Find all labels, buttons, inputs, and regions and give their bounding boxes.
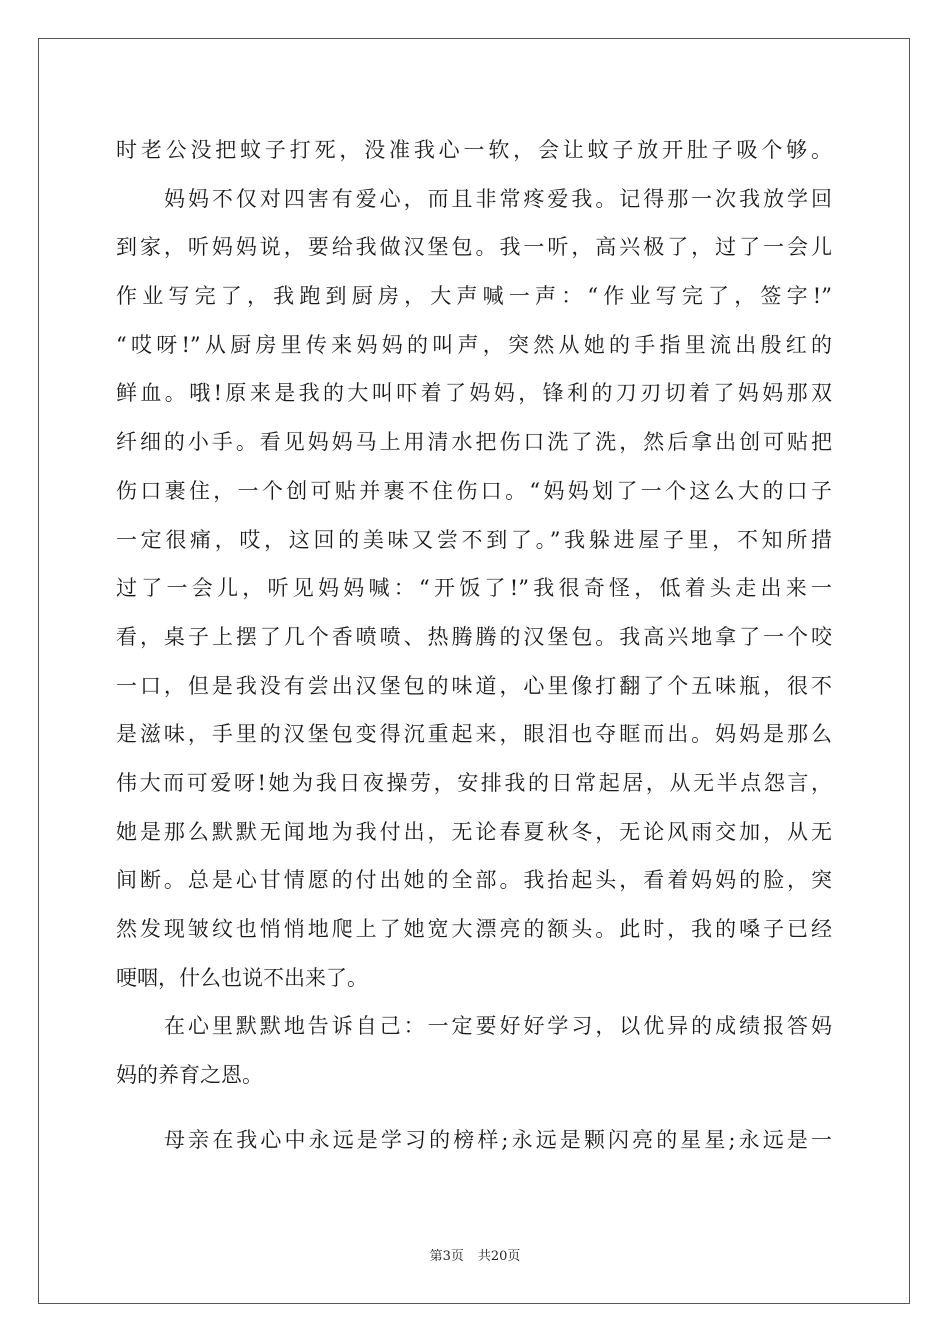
text-line: 间断。总是心甘情愿的付出她的全部。我抬起头，看着妈妈的脸，突 bbox=[116, 868, 832, 893]
text-line: 她是那么默默无闻地为我付出，无论春夏秋冬，无论风雨交加，从无 bbox=[116, 819, 832, 844]
current-page-number: 第3页 bbox=[429, 1249, 464, 1264]
text-line: 是滋味，手里的汉堡包变得沉重起来，眼泪也夺眶而出。妈妈是那么 bbox=[116, 722, 832, 747]
text-line: 到家，听妈妈说，要给我做汉堡包。我一听，高兴极了，过了一会儿 bbox=[116, 235, 832, 260]
document-body bbox=[116, 126, 832, 1164]
text-line: 在心里默默地告诉自己：一定要好好学习，以优异的成绩报答妈 bbox=[164, 1014, 832, 1039]
text-line: 伟大而可爱呀!她为我日夜操劳，安排我的日常起居，从无半点怨言， bbox=[116, 770, 832, 795]
text-line: 过了一会儿，听见妈妈喊：“开饭了!”我很奇怪，低着头走出来一 bbox=[116, 576, 832, 601]
total-pages: 共20页 bbox=[477, 1249, 521, 1264]
text-line: 一定很痛，哎，这回的美味又尝不到了。”我躲进屋子里，不知所措 bbox=[116, 527, 832, 552]
text-line: 作业写完了，我跑到厨房，大声喊一声：“作业写完了，签字!” bbox=[116, 284, 832, 309]
text-line: 母亲在我心中永远是学习的榜样;永远是颗闪亮的星星;永远是一 bbox=[164, 1127, 832, 1152]
page-footer bbox=[0, 1245, 950, 1264]
text-line: 妈的养育之恩。 bbox=[116, 1063, 263, 1088]
text-line: “哎呀!”从厨房里传来妈妈的叫声，突然从她的手指里流出殷红的 bbox=[116, 332, 832, 357]
text-line: 纤细的小手。看见妈妈马上用清水把伤口洗了洗，然后拿出创可贴把 bbox=[116, 430, 832, 455]
text-line: 哽咽，什么也说不出来了。 bbox=[116, 965, 368, 990]
text-line: 时老公没把蚊子打死，没准我心一软，会让蚊子放开肚子吸个够。 bbox=[116, 138, 832, 162]
text-line: 伤口裹住，一个创可贴并裹不住伤口。“妈妈划了一个这么大的口子 bbox=[116, 478, 832, 503]
text-line: 一口，但是我没有尝出汉堡包的味道，心里像打翻了个五味瓶，很不 bbox=[116, 673, 832, 698]
text-line: 妈妈不仅对四害有爱心，而且非常疼爱我。记得那一次我放学回 bbox=[164, 186, 832, 211]
text-line: 看，桌子上摆了几个香喷喷、热腾腾的汉堡包。我高兴地拿了一个咬 bbox=[116, 624, 832, 649]
text-line: 然发现皱纹也悄悄地爬上了她宽大漂亮的额头。此时，我的嗓子已经 bbox=[116, 917, 832, 941]
text-line: 鲜血。哦!原来是我的大叫吓着了妈妈，锋利的刀刃切着了妈妈那双 bbox=[116, 381, 832, 406]
